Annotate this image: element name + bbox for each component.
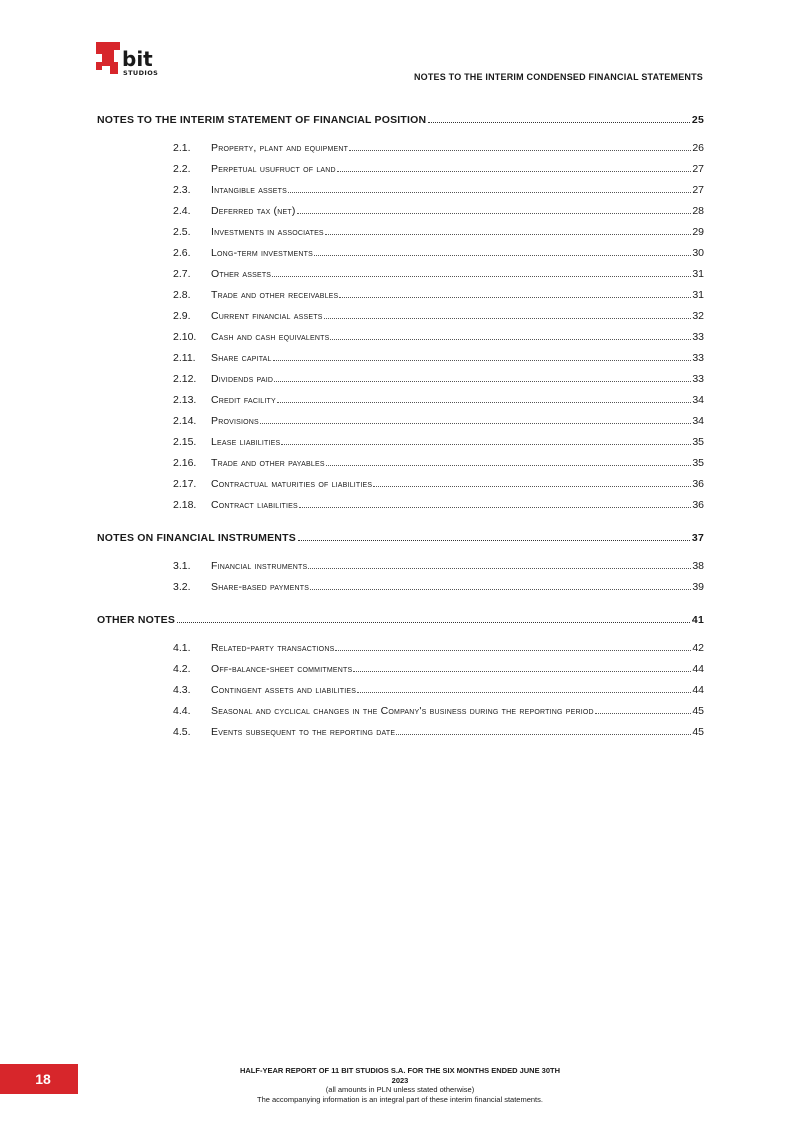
entry-page-number: 36	[692, 499, 704, 511]
entry-number: 4.2.	[173, 663, 191, 675]
dot-leader	[428, 122, 690, 123]
entry-page-number: 35	[692, 436, 704, 448]
entry-title: Trade and other payables	[211, 457, 325, 469]
entry-number: 3.2.	[173, 581, 191, 593]
entry-number: 4.4.	[173, 705, 191, 717]
toc-entry[interactable]	[97, 226, 704, 247]
entry-title: Related-party transactions	[211, 642, 335, 654]
entry-page-number: 32	[692, 310, 704, 322]
toc-entry[interactable]	[97, 394, 704, 415]
dot-leader	[353, 671, 691, 672]
toc-entry[interactable]	[97, 205, 704, 226]
svg-text:STUDIOS: STUDIOS	[123, 69, 159, 77]
entry-page-number: 30	[692, 247, 704, 259]
dot-leader	[314, 255, 691, 256]
entry-page-number: 27	[692, 184, 704, 196]
entry-title: Dividends paid	[211, 373, 274, 385]
dot-leader	[288, 192, 691, 193]
entry-number: 2.3.	[173, 184, 191, 196]
entry-number: 2.1.	[173, 142, 191, 154]
toc-item-list	[97, 142, 704, 520]
entry-title: Deferred tax (net)	[211, 205, 296, 217]
footer	[200, 1066, 600, 1104]
entry-page-number: 28	[692, 205, 704, 217]
toc-item-list	[97, 560, 704, 602]
dot-leader	[330, 339, 691, 340]
entry-title: Seasonal and cyclical changes in the Company's business during the reporting period	[211, 705, 594, 717]
toc-entry[interactable]	[97, 642, 704, 663]
entry-number: 2.7.	[173, 268, 191, 280]
entry-page-number: 31	[692, 289, 704, 301]
dot-leader	[272, 276, 691, 277]
dot-leader	[396, 734, 691, 735]
toc-entry[interactable]	[97, 268, 704, 289]
entry-page-number: 34	[692, 394, 704, 406]
dot-leader	[595, 713, 692, 714]
entry-title: Contractual maturities of liabilities	[211, 478, 373, 490]
toc-entry[interactable]	[97, 352, 704, 373]
entry-title: Other assets	[211, 268, 272, 280]
section-page-number: 37	[691, 532, 704, 544]
section-title: OTHER NOTES	[97, 614, 176, 626]
toc-section-heading[interactable]	[97, 532, 704, 548]
entry-page-number: 31	[692, 268, 704, 280]
entry-number: 3.1.	[173, 560, 191, 572]
entry-number: 2.2.	[173, 163, 191, 175]
section-title: NOTES TO THE INTERIM STATEMENT OF FINANCIAL POSITION	[97, 114, 427, 126]
svg-text:bit: bit	[122, 47, 153, 71]
entry-title: Cash and cash equivalents	[211, 331, 330, 343]
dot-leader	[349, 150, 691, 151]
entry-number: 2.5.	[173, 226, 191, 238]
entry-title: Contract liabilities	[211, 499, 298, 511]
entry-number: 2.6.	[173, 247, 191, 259]
toc-entry[interactable]	[97, 705, 704, 726]
entry-title: Events subsequent to the reporting date	[211, 726, 396, 738]
entry-title: Intangible assets	[211, 184, 288, 196]
toc-entry[interactable]	[97, 373, 704, 394]
entry-page-number: 44	[692, 663, 704, 675]
entry-page-number: 36	[692, 478, 704, 490]
header-title: NOTES TO THE INTERIM CONDENSED FINANCIAL STATEMENTS	[413, 72, 703, 82]
dot-leader	[298, 540, 690, 541]
dot-leader	[357, 692, 691, 693]
dot-leader	[339, 297, 691, 298]
entry-number: 2.8.	[173, 289, 191, 301]
dot-leader	[273, 360, 692, 361]
toc-entry[interactable]	[97, 726, 704, 747]
entry-number: 2.12.	[173, 373, 197, 385]
entry-title: Financial instruments	[211, 560, 308, 572]
entry-title: Lease liabilities	[211, 436, 281, 448]
entry-number: 2.14.	[173, 415, 197, 427]
entry-number: 2.4.	[173, 205, 191, 217]
footer-integral-note: The accompanying information is an integral part of these interim financial statements.	[257, 1094, 543, 1104]
page-number: 18	[35, 1071, 51, 1087]
page-number-tab	[0, 1064, 78, 1094]
entry-page-number: 34	[692, 415, 704, 427]
entry-title: Property, plant and equipment	[211, 142, 349, 154]
entry-title: Investments in associates	[211, 226, 324, 238]
table-of-contents	[97, 114, 704, 759]
entry-title: Trade and other receivables	[211, 289, 339, 301]
dot-leader	[281, 444, 691, 445]
toc-entry[interactable]	[97, 581, 704, 602]
entry-number: 2.10.	[173, 331, 197, 343]
toc-entry[interactable]	[97, 684, 704, 705]
dot-leader	[310, 589, 691, 590]
entry-page-number: 33	[692, 352, 704, 364]
entry-page-number: 42	[692, 642, 704, 654]
dot-leader	[373, 486, 691, 487]
toc-entry[interactable]	[97, 457, 704, 478]
entry-number: 2.17.	[173, 478, 197, 490]
dot-leader	[177, 622, 690, 623]
footer-currency-note: (all amounts in PLN unless stated otherwise)	[325, 1085, 475, 1094]
dot-leader	[297, 213, 692, 214]
entry-number: 2.13.	[173, 394, 197, 406]
entry-title: Credit facility	[211, 394, 276, 406]
dot-leader	[325, 234, 692, 235]
toc-section-heading[interactable]	[97, 614, 704, 630]
toc-entry[interactable]	[97, 663, 704, 684]
company-logo	[96, 40, 172, 78]
section-title: NOTES ON FINANCIAL INSTRUMENTS	[97, 532, 296, 544]
dot-leader	[324, 318, 692, 319]
dot-leader	[337, 171, 692, 172]
toc-entry[interactable]	[97, 163, 704, 184]
entry-page-number: 27	[692, 163, 704, 175]
entry-number: 2.9.	[173, 310, 191, 322]
section-page-number: 41	[691, 614, 704, 626]
toc-entry[interactable]	[97, 499, 704, 520]
entry-page-number: 26	[692, 142, 704, 154]
entry-title: Provisions	[211, 415, 259, 427]
entry-page-number: 45	[692, 726, 704, 738]
dot-leader	[335, 650, 691, 651]
entry-title: Long-term investments	[211, 247, 314, 259]
entry-title: Share-based payments	[211, 581, 310, 593]
footer-report-title: HALF-YEAR REPORT OF 11 BIT STUDIOS S.A. FOR THE SIX MONTHS ENDED JUNE 30TH	[239, 1066, 561, 1075]
entry-number: 4.5.	[173, 726, 191, 738]
entry-page-number: 35	[692, 457, 704, 469]
dot-leader	[299, 507, 691, 508]
toc-entry[interactable]	[97, 289, 704, 310]
toc-entry[interactable]	[97, 142, 704, 163]
entry-title: Contingent assets and liabilities	[211, 684, 357, 696]
toc-entry[interactable]	[97, 415, 704, 436]
dot-leader	[326, 465, 692, 466]
entry-number: 4.1.	[173, 642, 191, 654]
entry-page-number: 39	[692, 581, 704, 593]
entry-title: Off-balance-sheet commitments	[211, 663, 353, 675]
section-page-number: 25	[691, 114, 704, 126]
entry-page-number: 33	[692, 373, 704, 385]
entry-page-number: 44	[692, 684, 704, 696]
11-bit-studios-logo-icon	[96, 40, 172, 78]
entry-page-number: 33	[692, 331, 704, 343]
toc-entry[interactable]	[97, 331, 704, 352]
footer-report-year: 2023	[391, 1075, 409, 1085]
entry-number: 2.16.	[173, 457, 197, 469]
entry-page-number: 29	[692, 226, 704, 238]
toc-item-list	[97, 642, 704, 747]
toc-entry[interactable]	[97, 310, 704, 331]
dot-leader	[277, 402, 691, 403]
entry-number: 4.3.	[173, 684, 191, 696]
entry-title: Perpetual usufruct of land	[211, 163, 336, 175]
entry-page-number: 45	[692, 705, 704, 717]
dot-leader	[260, 423, 691, 424]
toc-entry[interactable]	[97, 436, 704, 457]
entry-number: 2.15.	[173, 436, 197, 448]
entry-title: Share capital	[211, 352, 272, 364]
toc-entry[interactable]	[97, 184, 704, 205]
toc-entry[interactable]	[97, 560, 704, 581]
entry-title: Current financial assets	[211, 310, 323, 322]
entry-number: 2.18.	[173, 499, 197, 511]
toc-entry[interactable]	[97, 247, 704, 268]
dot-leader	[308, 568, 691, 569]
entry-page-number: 38	[692, 560, 704, 572]
entry-number: 2.11.	[173, 352, 196, 364]
dot-leader	[274, 381, 691, 382]
toc-entry[interactable]	[97, 478, 704, 499]
toc-section-heading[interactable]	[97, 114, 704, 130]
